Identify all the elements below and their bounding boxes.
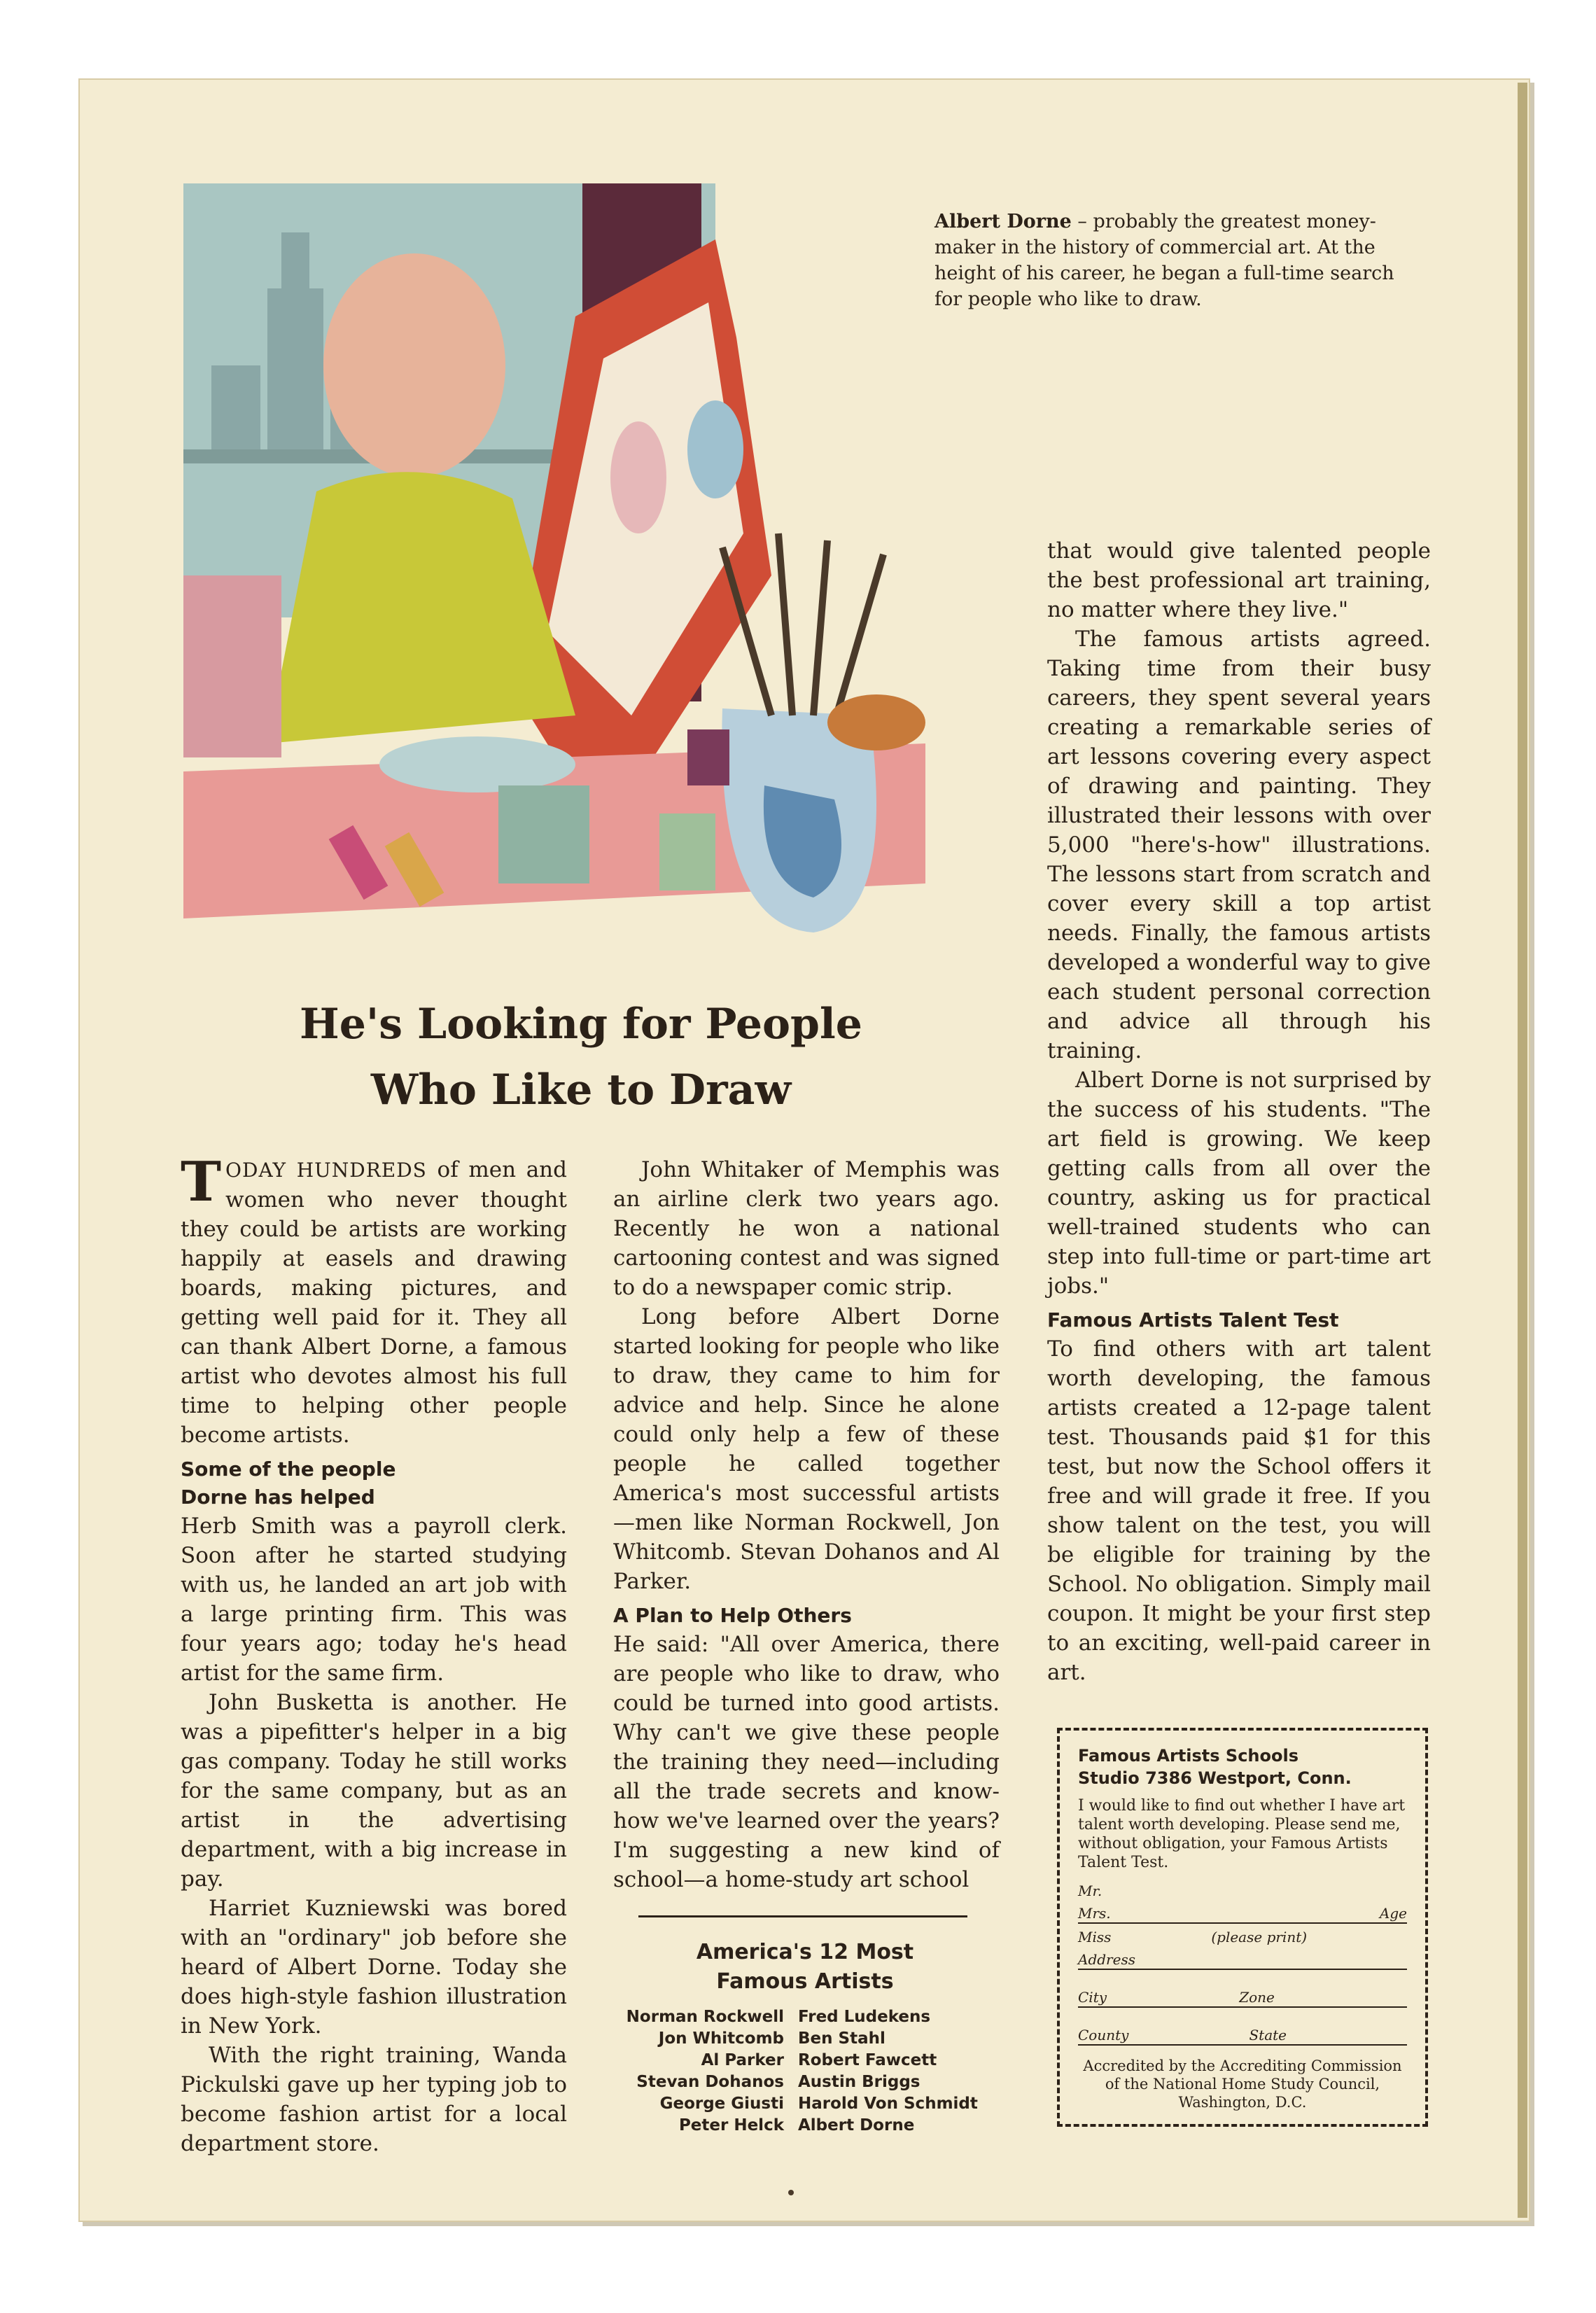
artist-name: Ben Stahl	[798, 2029, 886, 2048]
paragraph-artists-agreed: The famous artists agreed. Taking time from their busy careers, they spent several years creating a remarkable series of art lessons covering every aspect of drawing and painting. They illustrated their lessons with over 5,000 "here's-how" illustrations. The lessons start from scratch and cover every skill a top artist needs. Finally, the famous artists developed a wonderful way to give each student personal correction and advice all through his training.	[1047, 627, 1431, 1063]
artist-name: George Giusti	[659, 2095, 784, 2113]
coupon-accreditation: Accredited by the Accrediting Commission of the National Home Study Council, Washington, D.C.	[1083, 2057, 1402, 2111]
coupon-address-field[interactable]	[1078, 1950, 1407, 1970]
mail-in-coupon[interactable]	[1057, 1728, 1428, 2127]
coupon-mr-line	[1078, 1882, 1407, 1900]
paragraph-harriet-kuzniewski: Harriet Kuzniewski was bored with an "ordinary" job before she heard of Albert Dorne. Today she does high-style fashion illustration in New York.	[181, 1896, 567, 2039]
artist-name: Stevan Dohanos	[636, 2073, 784, 2091]
caption-text: – probably the greatest money-maker in the history of commercial art. At the height of his career, he began a full-time search for people who like to draw.	[934, 211, 1394, 310]
drop-cap: T	[181, 1150, 222, 1214]
headline-line-2: Who Like to Draw	[370, 1065, 792, 1114]
artist-name: Peter Helck	[678, 2116, 784, 2134]
section-divider	[638, 1915, 967, 1917]
artist-name: Jon Whitcomb	[658, 2029, 784, 2048]
coupon-county-field[interactable]	[1078, 2026, 1407, 2046]
subheading-talent-test: Famous Artists Talent Test	[1047, 1308, 1339, 1332]
coupon-request-text: I would like to find out whether I have art talent worth developing. Please send me, without obligation, your Famous Artists Talent Test.	[1078, 1797, 1406, 1871]
label-address: Address	[1078, 1951, 1135, 1968]
article-column-2	[613, 1155, 1000, 1894]
print-speck	[788, 2190, 794, 2195]
coupon-miss-line	[1078, 1928, 1407, 1946]
label-zone: Zone	[1239, 1989, 1275, 2006]
paragraph-not-surprised: Albert Dorne is not surprised by the success of his students. "The art field is growing. We keep getting calls from all over the country, asking us for practical well-trained students who can step into full-time or part-time art jobs."	[1047, 1068, 1431, 1299]
subheading-people-helped	[181, 1455, 567, 1511]
label-city: City	[1078, 1989, 1107, 2006]
coupon-studio-address: Studio 7386 Westport, Conn.	[1078, 1768, 1352, 1788]
intro-paragraph	[181, 1150, 567, 1450]
label-please-print: (please print)	[1211, 1929, 1308, 1945]
artist-name: Al Parker	[701, 2051, 784, 2069]
artists-list-title	[623, 1938, 987, 1997]
headline	[182, 991, 980, 1123]
paragraph-talent-test: To find others with art talent worth developing, the famous artists created a 12-page talent test. Thousands paid $1 for this test, but now the School offers it free and will grade it free. If you show talent on the test, you will be eligible for training by the School. No obligation. Simply mail coupon. It might be your first step to an exciting, well-paid career in art.	[1047, 1336, 1431, 1685]
paint-jar	[498, 785, 589, 883]
article-column-3	[1047, 536, 1431, 1687]
paragraph-long-before: Long before Albert Dorne started looking for people who like to draw, they came to him for advice and help. Since he alone could only help a few of these people he called together America's most successful artists —men like Norman Rockwell, Jon Whitcomb. Stevan Dohanos and Al Parker.	[613, 1304, 1000, 1594]
paragraph-john-busketta: John Busketta is another. He was a pipefitter's helper in a big gas company. Today he still works for the same company, but as an artist in the advertising department, with a big increase in pay.	[181, 1690, 567, 1892]
artists-title-line-1: America's 12 Most	[696, 1940, 914, 1964]
coupon-name-field[interactable]	[1078, 1904, 1407, 1924]
page-spine-edge	[1518, 83, 1527, 2218]
caption-name: Albert Dorne	[934, 211, 1072, 232]
artist-head	[323, 253, 505, 477]
subheading-plan: A Plan to Help Others	[613, 1604, 852, 1627]
intro-text: of men and women who never thought they could be artists are working happily at easels and drawing boards, making pictures, and getting well paid for it. They all can thank Albert Dorne, a famous artist who devotes almost his full time to helping other people become artists.	[181, 1157, 567, 1448]
subheading-line-1: Some of the people	[181, 1458, 396, 1481]
artist-name: Harold Von Schmidt	[798, 2095, 978, 2113]
artist-name: Austin Briggs	[798, 2073, 920, 2091]
artist-name: Norman Rockwell	[626, 2008, 784, 2026]
artist-name: Albert Dorne	[798, 2116, 915, 2134]
label-state: State	[1249, 2027, 1287, 2043]
artists-title-line-2: Famous Artists	[716, 1969, 894, 1994]
coupon-school-name: Famous Artists Schools	[1078, 1746, 1298, 1766]
label-county: County	[1078, 2027, 1129, 2043]
article-column-1	[181, 1150, 567, 2158]
paragraph-continued: that would give talented people the best professional art training, no matter where they live."	[1047, 538, 1431, 622]
paragraph-john-whitaker: John Whitaker of Memphis was an airline clerk two years ago. Recently he won a national cartooning contest and was signed to do a newspaper comic strip.	[613, 1157, 1000, 1300]
label-mrs: Mrs.	[1078, 1905, 1111, 1922]
coupon-city-field[interactable]	[1078, 1988, 1407, 2008]
label-age: Age	[1379, 1905, 1407, 1922]
lead-in-caps: ODAY HUNDREDS	[225, 1159, 427, 1182]
illustration-caption	[934, 209, 1396, 312]
artist-illustration	[183, 183, 925, 981]
artist-name: Robert Fawcett	[798, 2051, 937, 2069]
paragraph-wanda-pickulski: With the right training, Wanda Pickulski gave up her typing job to become fashion artist for a local department store.	[181, 2043, 567, 2156]
artists-name-list	[602, 2006, 994, 2137]
bowl	[827, 694, 925, 750]
artist-name: Fred Ludekens	[798, 2008, 931, 2026]
label-mr: Mr.	[1078, 1882, 1102, 1899]
label-miss: Miss	[1078, 1929, 1112, 1945]
paragraph-herb-smith: Herb Smith was a payroll clerk. Soon after he started studying with us, he landed an art job with a large printing firm. This was four years ago; today he's head artist for the same firm.	[181, 1514, 567, 1686]
subheading-line-2: Dorne has helped	[181, 1486, 375, 1509]
paragraph-he-said: He said: "All over America, there are people who like to draw, who could be turned into good artists. Why can't we give these people the training they need—including all the trade secrets and know-how we've learned over the years? I'm suggesting a new kind of school—a home-study art school	[613, 1632, 1000, 1892]
headline-line-1: He's Looking for People	[300, 1000, 862, 1049]
